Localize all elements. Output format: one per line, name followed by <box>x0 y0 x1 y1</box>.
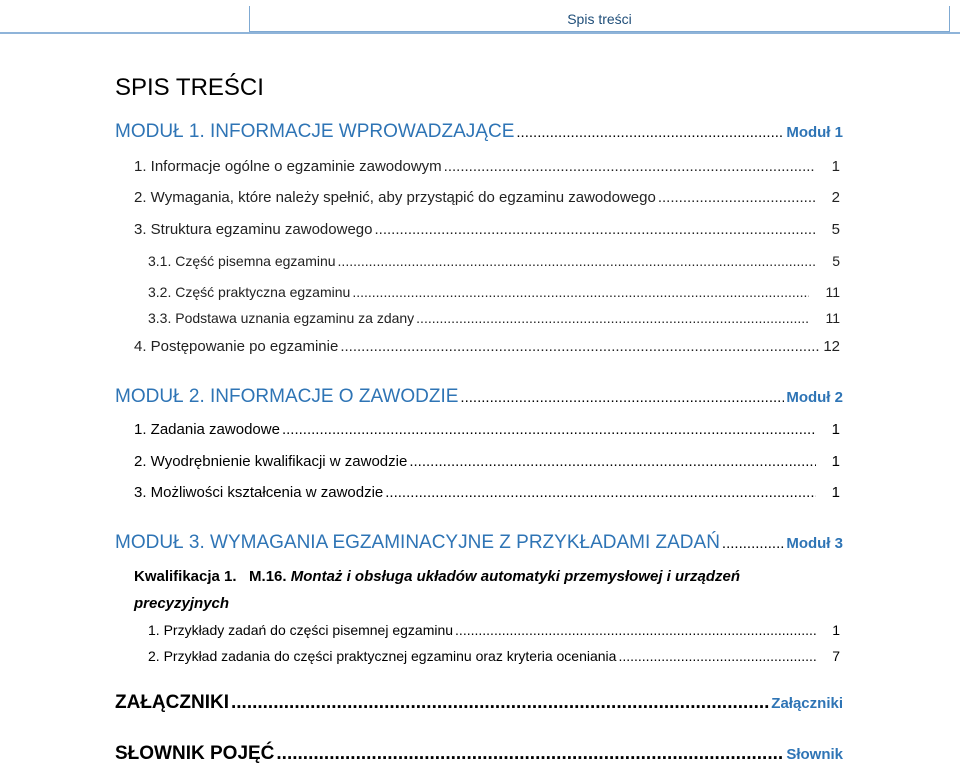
leader-dots <box>276 743 784 765</box>
leader-dots <box>444 158 816 175</box>
toc-entry-label: 1. Informacje ogólne o egzaminie zawodowym <box>134 158 442 175</box>
toc-module-2[interactable] <box>115 386 843 408</box>
toc-entry[interactable] <box>148 310 840 326</box>
leader-dots <box>374 221 815 238</box>
toc-entry[interactable] <box>148 253 840 269</box>
toc-entry-label: 2. Przykład zadania do części praktycznej egzaminu oraz kryteria oceniania <box>148 648 617 664</box>
toc-entry-label: 4. Postępowanie po egzaminie <box>134 338 339 355</box>
toc-glossary[interactable] <box>115 743 843 765</box>
toc-title: SPIS TREŚCI <box>115 74 264 101</box>
toc-entry-label: 1. Przykłady zadań do części pisemnej egzaminu <box>148 622 454 638</box>
leader-dots <box>282 421 816 438</box>
toc-entry-label: 3.1. Część pisemna egzaminu <box>148 253 336 269</box>
toc-entry[interactable] <box>134 453 840 470</box>
qualification-title-cont: precyzyjnych <box>134 595 230 612</box>
leader-dots <box>416 310 809 326</box>
toc-entry-page: 5 <box>831 221 840 238</box>
qualification-heading-cont <box>134 595 229 612</box>
toc-module-3[interactable] <box>115 532 843 554</box>
qualification-title: Montaż i obsługa układów automatyki przemysłowej i urządzeń <box>290 568 740 585</box>
toc-module-1-page: Moduł 1 <box>786 124 843 141</box>
toc-entry[interactable] <box>134 421 840 438</box>
toc-glossary-label: SŁOWNIK POJĘĆ <box>115 743 275 764</box>
leader-dots <box>352 284 809 300</box>
leader-dots <box>658 189 816 206</box>
toc-glossary-page: Słownik <box>786 746 843 763</box>
leader-dots <box>516 121 784 143</box>
toc-module-3-label: MODUŁ 3. WYMAGANIA EGZAMINACYJNE Z PRZYKŁADAMI ZADAŃ <box>115 532 720 553</box>
toc-entry-label: 2. Wymagania, które należy spełnić, aby przystąpić do egzaminu zawodowego <box>134 189 656 206</box>
toc-entry-label: 3. Możliwości kształcenia w zawodzie <box>134 484 384 501</box>
toc-entry-page: 11 <box>825 310 840 326</box>
toc-entry-page: 1 <box>832 622 840 638</box>
leader-dots <box>385 484 815 501</box>
header-tab-label: Spis treści <box>567 10 632 27</box>
toc-module-1-label: MODUŁ 1. INFORMACJE WPROWADZAJĄCE <box>115 121 515 142</box>
leader-dots <box>340 338 821 355</box>
toc-entry-page: 1 <box>831 484 840 501</box>
toc-entry-label: 3. Struktura egzaminu zawodowego <box>134 221 373 238</box>
toc-entry-page: 5 <box>832 253 840 269</box>
toc-entry[interactable] <box>134 189 840 206</box>
toc-entry-label: 2. Wyodrębnienie kwalifikacji w zawodzie <box>134 453 408 470</box>
toc-entry-page: 2 <box>831 189 840 206</box>
toc-entry[interactable] <box>134 158 840 175</box>
leader-dots <box>455 622 816 638</box>
toc-entry-label: 1. Zadania zawodowe <box>134 421 280 438</box>
leader-dots <box>338 253 817 269</box>
qualification-code: Kwalifikacja 1. M.16. <box>134 568 291 585</box>
toc-entry-page: 12 <box>823 338 840 355</box>
toc-entry-page: 1 <box>831 421 840 438</box>
toc-entry[interactable] <box>148 648 840 664</box>
toc-entry[interactable] <box>134 484 840 501</box>
leader-dots <box>231 692 769 714</box>
toc-module-1[interactable] <box>115 121 843 143</box>
toc-entry[interactable] <box>148 284 840 300</box>
toc-module-2-label: MODUŁ 2. INFORMACJE O ZAWODZIE <box>115 386 459 407</box>
toc-entry-page: 11 <box>825 284 840 300</box>
toc-entry-page: 1 <box>831 453 840 470</box>
toc-entry-label: 3.2. Część praktyczna egzaminu <box>148 284 351 300</box>
toc-entry-page: 7 <box>832 648 840 664</box>
toc-entry[interactable] <box>134 221 840 238</box>
toc-appendices[interactable] <box>115 692 843 714</box>
toc-entry[interactable] <box>148 622 840 638</box>
leader-dots <box>722 532 784 554</box>
toc-appendices-page: Załączniki <box>771 695 843 712</box>
toc-entry-label: 3.3. Podstawa uznania egzaminu za zdany <box>148 310 415 326</box>
toc-module-2-page: Moduł 2 <box>786 389 843 406</box>
qualification-heading <box>134 568 740 585</box>
toc-module-3-page: Moduł 3 <box>786 535 843 552</box>
toc-entry[interactable] <box>134 338 840 355</box>
toc-appendices-label: ZAŁĄCZNIKI <box>115 692 229 713</box>
leader-dots <box>409 453 815 470</box>
toc-entry-page: 1 <box>831 158 840 175</box>
leader-dots <box>460 386 784 408</box>
leader-dots <box>618 648 816 664</box>
